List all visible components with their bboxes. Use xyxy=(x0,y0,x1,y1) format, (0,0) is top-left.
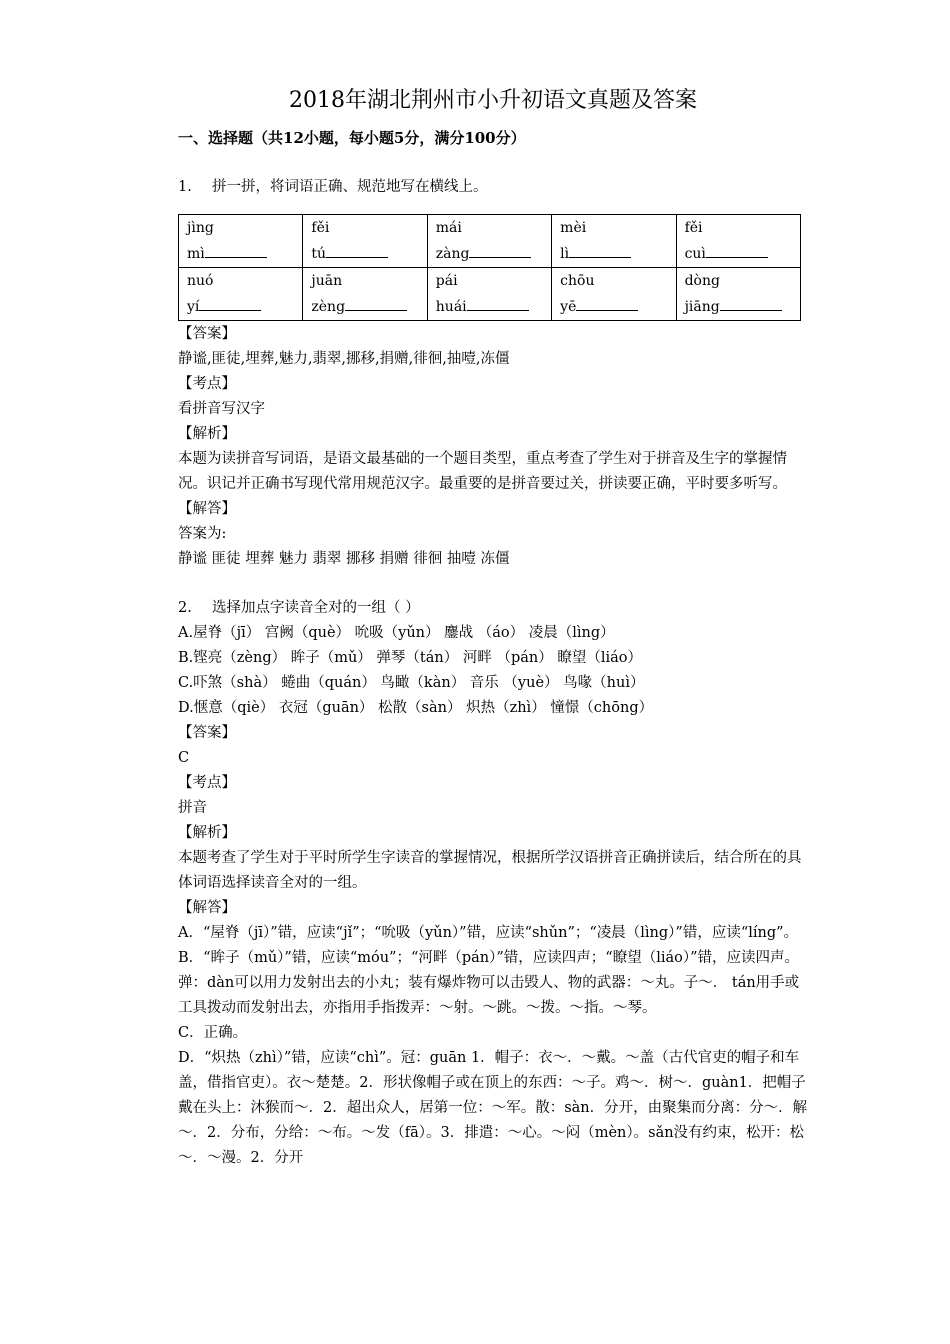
table-cell: fěi tú xyxy=(303,215,427,268)
answer-label: 【答案】 xyxy=(178,326,236,342)
document-title: 2018年湖北荆州市小升初语文真题及答案 xyxy=(289,88,697,113)
answer-blank[interactable] xyxy=(467,293,529,311)
point-text: 拼音 xyxy=(178,800,207,816)
option-d: D.惬意（qiè） 衣冠（guān） 松散（sàn） 炽热（zhì） 憧憬（chōng） xyxy=(178,700,654,716)
answer-text: 静谧,匪徒,埋葬,魅力,翡翠,挪移,捐赠,徘徊,抽噎,冻僵 xyxy=(178,351,510,367)
pinyin-table xyxy=(178,214,801,321)
analysis-text: 本题为读拼音写词语，是语文最基础的一个题目类型，重点考查了学生对于拼音及生字的掌握情况。识记并正确书写现代常用规范汉字。最重要的是拼音要过关，拼读要正确，平时要多听写。 xyxy=(178,451,787,492)
question-number: 2. xyxy=(178,600,192,616)
section-heading: 一、选择题（共12小题，每小题5分，满分100分） xyxy=(178,129,526,147)
point-label: 【考点】 xyxy=(178,775,236,791)
answer-blank[interactable] xyxy=(569,240,631,258)
solution-a: A．“屋脊（jī）”错，应读“jǐ”；“吮吸（yǔn）”错，应读“shǔn”；“凌晨（lìng）”错，应读“líng”。 xyxy=(178,925,799,941)
analysis-label: 【解析】 xyxy=(178,825,236,841)
point-text: 看拼音写汉字 xyxy=(178,401,265,417)
option-c: C.吓煞（shà） 蜷曲（quán） 鸟瞰（kàn） 音乐 （yuè） 鸟喙（huì） xyxy=(178,675,645,691)
solution-intro: 答案为: xyxy=(178,526,227,542)
solution-c: C．正确。 xyxy=(178,1025,248,1041)
answer-blank[interactable] xyxy=(706,240,768,258)
table-cell: fěi cuì xyxy=(676,215,800,268)
table-cell: pái huái xyxy=(427,268,551,321)
analysis-text: 本题考查了学生对于平时所学生字读音的掌握情况，根据所学汉语拼音正确拼读后，结合所在的具体词语选择读音全对的一组。 xyxy=(178,850,802,891)
question-1-stem xyxy=(178,175,808,200)
answer-text: C xyxy=(178,750,190,766)
question-number: 1. xyxy=(178,179,192,195)
answer-blank[interactable] xyxy=(469,240,531,258)
answer-label: 【答案】 xyxy=(178,725,236,741)
solution-d: D．“炽热（zhì）”错，应读“chì”。冠：guān 1．帽子：衣～．～戴。～盖（古代官吏的帽子和车盖，借指官吏）。衣～楚楚。2．形状像帽子或在顶上的东西：～子。鸡～．树～．guàn1．把帽子戴在头上：沐猴而～．2．超出众人，居第一位：～军。散：sàn．分开，由聚集而分离：分～．解～．2．分布，分给：～布。～发（fā）。3．排遣：～心。～闷（mèn）。sǎn没有约束，松开：松～．～漫。2．分开 xyxy=(178,1050,808,1166)
answer-blank[interactable] xyxy=(720,293,782,311)
answer-blank[interactable] xyxy=(199,293,261,311)
table-row xyxy=(179,215,801,268)
document-page xyxy=(178,84,808,1171)
question-2-stem xyxy=(178,596,808,621)
option-b: B.铿亮（zèng） 眸子（mǔ） 弹琴（tán） 河畔 （pán） 瞭望（liáo） xyxy=(178,650,642,666)
answer-blank[interactable] xyxy=(326,240,388,258)
table-cell: juān zèng xyxy=(303,268,427,321)
answer-blank[interactable] xyxy=(345,293,407,311)
point-label: 【考点】 xyxy=(178,376,236,392)
table-cell: dòng jiāng xyxy=(676,268,800,321)
solution-label: 【解答】 xyxy=(178,501,236,517)
solution-label: 【解答】 xyxy=(178,900,236,916)
solution-b: B．“眸子（mǔ）”错，应读“móu”；“河畔（pán）”错，应读四声；“瞭望（liáo）”错，应读四声。弹：dàn可以用力发射出去的小丸；装有爆炸物可以击毁人、物的武器：～丸。子～． tán用手或工具拨动而发射出去，亦指用手指拨弄：～射。～跳。～拨。～指。～琴。 xyxy=(178,950,800,1016)
table-cell: nuó yí xyxy=(179,268,303,321)
answer-blank[interactable] xyxy=(205,240,267,258)
option-a: A.屋脊（jī） 宫阙（què） 吮吸（yǔn） 鏖战 （áo） 凌晨（lìng） xyxy=(178,625,615,641)
analysis-label: 【解析】 xyxy=(178,426,236,442)
table-row xyxy=(179,268,801,321)
table-cell: mái zàng xyxy=(427,215,551,268)
solution-text: 静谧 匪徒 埋葬 魅力 翡翠 挪移 捐赠 徘徊 抽噎 冻僵 xyxy=(178,551,510,567)
table-cell: jìng mì xyxy=(179,215,303,268)
answer-blank[interactable] xyxy=(576,293,638,311)
question-text: 拼一拼，将词语正确、规范地写在横线上。 xyxy=(212,179,488,195)
question-text: 选择加点字读音全对的一组（ ） xyxy=(212,600,420,616)
table-cell: chōu yē xyxy=(552,268,676,321)
table-cell: mèi lì xyxy=(552,215,676,268)
